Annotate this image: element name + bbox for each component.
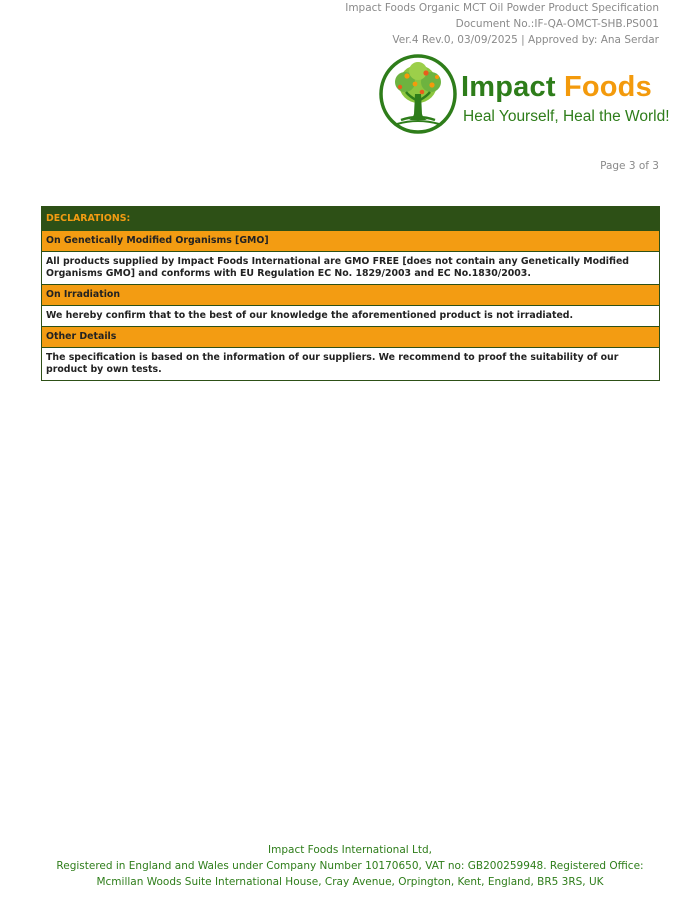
tree-logo-icon <box>379 54 457 134</box>
company-logo <box>379 54 669 138</box>
document-version: Ver.4 Rev.0, 03/09/2025 | Approved by: Ana Serdar <box>392 34 659 46</box>
page-number: Page 3 of 3 <box>600 160 659 172</box>
section-heading-other-details: Other Details <box>42 326 659 347</box>
brand-tagline: Heal Yourself, Heal the World! <box>463 108 670 125</box>
section-body-gmo: All products supplied by Impact Foods International are GMO FREE [does not contain any Genetically Modified Organisms GMO] and conforms with EU Regulation EC No. 1829/2003 and EC No.1830/2003. <box>42 251 659 284</box>
brand-name <box>461 70 652 104</box>
document-title: Impact Foods Organic MCT Oil Powder Product Specification <box>345 2 659 14</box>
document-number: Document No.:IF-QA-OMCT-SHB.PS001 <box>455 18 659 30</box>
footer-address: Mcmillan Woods Suite International House, Cray Avenue, Orpington, Kent, England, BR5 3RS, UK <box>96 876 604 888</box>
section-heading-gmo: On Genetically Modified Organisms [GMO] <box>42 230 659 251</box>
brand-name-part1: Impact <box>461 71 564 103</box>
declarations-title: DECLARATIONS: <box>42 207 659 230</box>
brand-name-part2: Foods <box>563 71 652 103</box>
footer-registration: Registered in England and Wales under Company Number 10170650, VAT no: GB200259948. Registered Office: <box>56 860 644 872</box>
footer-company-name: Impact Foods International Ltd, <box>268 844 432 856</box>
section-body-other-details: The specification is based on the information of our suppliers. We recommend to proof the suitability of our product by own tests. <box>42 347 659 380</box>
declarations-table <box>41 206 660 381</box>
section-body-irradiation: We hereby confirm that to the best of our knowledge the aforementioned product is not irradiated. <box>42 305 659 326</box>
page-footer <box>0 842 700 890</box>
document-header <box>345 0 659 48</box>
section-heading-irradiation: On Irradiation <box>42 284 659 305</box>
